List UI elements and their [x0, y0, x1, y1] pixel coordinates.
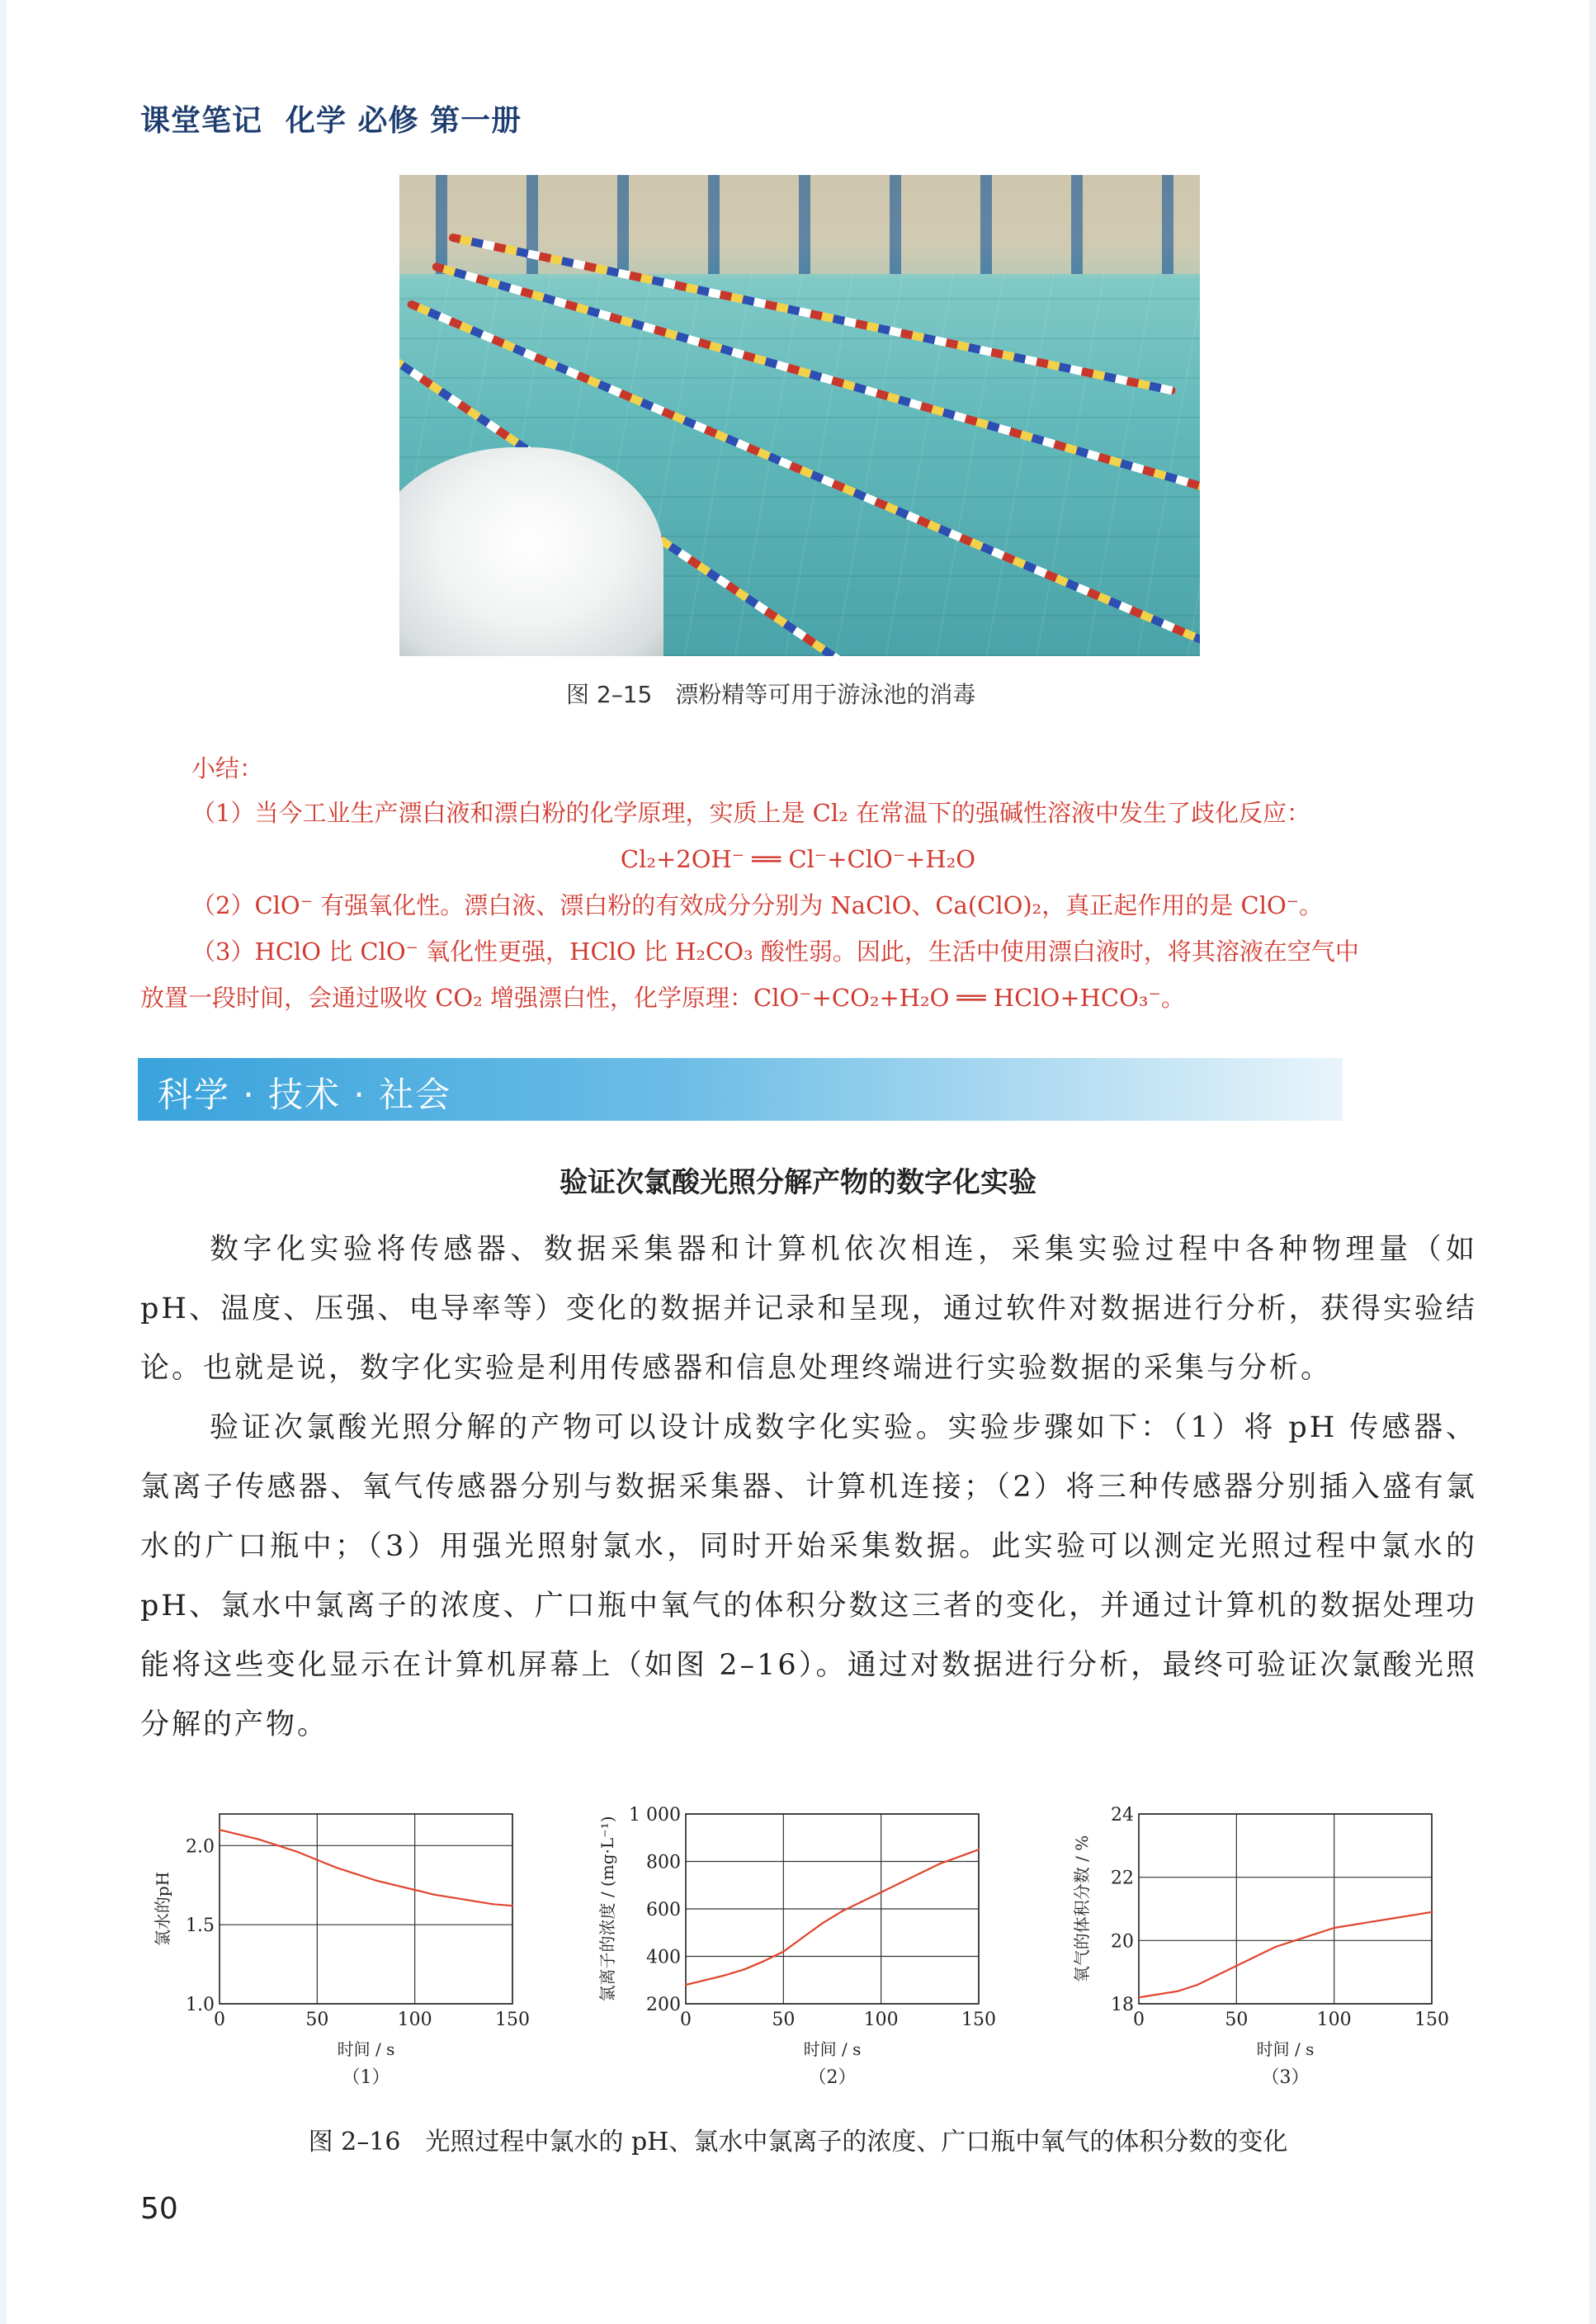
data-point: [802, 1936, 804, 1938]
swimming-pool-photo: [399, 175, 1200, 656]
x-tick-label: 150: [961, 2010, 996, 2030]
x-tick-label: 50: [305, 2010, 329, 2030]
series-line: [220, 1830, 512, 1906]
data-point: [724, 1974, 725, 1976]
y-tick-label: 1 000: [629, 1805, 681, 1826]
x-axis-label: 时间 / s: [337, 2039, 395, 2059]
data-point: [355, 1873, 357, 1875]
data-point: [938, 1863, 940, 1864]
x-tick-label: 0: [214, 2010, 225, 2030]
x-tick-label: 100: [863, 2010, 899, 2030]
y-tick-label: 20: [1111, 1931, 1134, 1953]
data-point: [1216, 1974, 1217, 1976]
data-point: [821, 1922, 823, 1924]
article-paragraph-2: 验证次氯酸光照分解的产物可以设计成数字化实验。实验步骤如下：（1）将 pH 传感器、氯离子传感器、氧气传感器分别与数据采集器、计算机连接；（2）将三种传感器分别插入盛有氯水的广口瓶中；（3）用强光照射氯水，同时开始采集数据。此实验可以测定光照过程中氯水的 pH、氯水中氯离子的浓度、广口瓶中氧气的体积分数这三者的变化，并通过计算机的数据处理功能将这些变化显示在计算机屏幕上（如图 2–16）。通过对数据进行分析，最终可验证次氯酸光照分解的产物。: [140, 1411, 1477, 1741]
data-point: [1235, 1965, 1237, 1967]
data-point: [782, 1951, 784, 1953]
data-point: [704, 1979, 706, 1981]
chart-oxygen: [1065, 1791, 1461, 2088]
data-point: [394, 1884, 396, 1886]
y-tick-label: 600: [646, 1900, 681, 1920]
data-point: [1391, 1917, 1393, 1919]
section-banner-label: 科学 · 技术 · 社会: [158, 1075, 452, 1115]
data-point: [1314, 1933, 1315, 1934]
summary-point-3: （3）HClO 比 ClO⁻ 氧化性更强，HClO 比 H₂CO₃ 酸性弱。因此，生活中使用漂白液时，将其溶液在空气中: [191, 938, 1359, 966]
data-point: [744, 1968, 745, 1970]
data-point: [413, 1889, 415, 1891]
data-point: [433, 1894, 435, 1896]
chart-chloride: [593, 1791, 1005, 2088]
data-point: [277, 1845, 279, 1846]
y-tick-label: 1.5: [186, 1915, 215, 1937]
chart-oxygen-svg: [1065, 1791, 1461, 2088]
data-point: [958, 1856, 960, 1858]
y-axis-label: 氧气的体积分数 / %: [1072, 1835, 1092, 1983]
x-tick-label: 150: [1414, 2010, 1449, 2030]
x-tick-label: 100: [1316, 2010, 1352, 2030]
data-point: [1138, 1996, 1140, 1998]
data-point: [861, 1901, 862, 1902]
header-subject: 化学 必修 第一册: [286, 104, 522, 138]
data-point: [919, 1873, 921, 1874]
y-axis-label: 氯离子的浓度 / (mg·L⁻¹): [597, 1816, 617, 2002]
data-point: [257, 1838, 259, 1840]
plot-frame: [220, 1814, 512, 2004]
summary-point-2: （2）ClO⁻ 有强氧化性。漂白液、漂白粉的有效成分分别为 NaClO、Ca(ClO)₂，真正起作用的是 ClO⁻。: [191, 891, 1324, 919]
x-tick-label: 50: [1225, 2010, 1249, 2030]
series-line: [1139, 1912, 1432, 1998]
data-point: [763, 1960, 764, 1962]
data-point: [492, 1903, 493, 1905]
data-point: [316, 1859, 318, 1860]
data-point: [453, 1897, 455, 1898]
data-point: [1333, 1927, 1334, 1929]
data-point: [1353, 1924, 1354, 1925]
x-axis-label: 时间 / s: [803, 2039, 862, 2059]
figure-caption: 图 2–15 漂粉精等可用于游泳池的消毒: [566, 681, 976, 708]
data-point: [978, 1849, 980, 1850]
data-point: [1255, 1955, 1257, 1957]
x-tick-label: 100: [397, 2010, 432, 2030]
y-tick-label: 22: [1111, 1868, 1134, 1889]
pool-hall-wall: [399, 175, 1200, 274]
article-title: 验证次氯酸光照分解产物的数字化实验: [560, 1166, 1036, 1199]
page-number: 50: [140, 2192, 178, 2226]
x-tick-label: 150: [495, 2010, 530, 2030]
section-banner: [138, 1058, 1343, 1121]
y-tick-label: 800: [646, 1852, 681, 1873]
figure-2-caption: 图 2–16 光照过程中氯水的 pH、氯水中氯离子的浓度、广口瓶中氧气的体积分数的变化: [308, 2128, 1288, 2156]
x-axis-label: 时间 / s: [1256, 2039, 1315, 2059]
summary-point-3-cont: 放置一段时间，会通过吸收 CO₂ 增强漂白性，化学原理：ClO⁻+CO₂+H₂O ══ HClO+HCO₃⁻。: [140, 984, 1185, 1012]
y-tick-label: 2.0: [186, 1836, 215, 1858]
summary-title: 小结：: [191, 754, 264, 782]
summary-point-1: （1）当今工业生产漂白液和漂白粉的化学原理，实质上是 Cl₂ 在常温下的强碱性溶液中发生了歧化反应：: [191, 799, 1310, 827]
chart-ph: [139, 1791, 535, 2088]
data-point: [1372, 1920, 1374, 1922]
chart-sublabel: （1）: [342, 2067, 390, 2088]
bleaching-powder: [399, 447, 663, 656]
data-point: [880, 1892, 881, 1893]
y-axis-label: 氯水的pH: [153, 1871, 172, 1947]
data-point: [1294, 1939, 1296, 1941]
data-point: [1177, 1990, 1178, 1991]
y-tick-label: 1.0: [186, 1995, 215, 2015]
y-tick-label: 18: [1111, 1995, 1134, 2015]
running-header: [140, 97, 545, 139]
chart-sublabel: （2）: [808, 2067, 857, 2088]
summary-equation-1: Cl₂+2OH⁻ ══ Cl⁻+ClO⁻+H₂O: [620, 845, 976, 873]
x-tick-label: 0: [680, 2010, 692, 2030]
x-tick-label: 50: [772, 2010, 796, 2030]
chart-chloride-svg: [593, 1791, 1005, 2088]
data-point: [336, 1867, 338, 1868]
data-point: [472, 1900, 474, 1901]
y-tick-label: 400: [646, 1947, 681, 1968]
data-point: [1411, 1914, 1413, 1915]
y-tick-label: 24: [1111, 1805, 1134, 1826]
data-point: [900, 1882, 901, 1883]
plot-frame: [1139, 1814, 1432, 2004]
data-point: [375, 1879, 376, 1881]
chart-ph-svg: [139, 1791, 535, 2088]
header-series: 课堂笔记: [140, 104, 263, 138]
data-point: [219, 1829, 220, 1830]
data-point: [1157, 1993, 1159, 1995]
data-point: [1431, 1911, 1433, 1913]
chart-sublabel: （3）: [1261, 2067, 1310, 2088]
data-point: [685, 1984, 687, 1986]
article-paragraph-1: 数字化实验将传感器、数据采集器和计算机依次相连，采集实验过程中各种物理量（如 pH、温度、压强、电导率等）变化的数据并记录和呈现，通过软件对数据进行分析，获得实验结论。也就是说，数字化实验是利用传感器和信息处理终端进行实验数据的采集与分析。: [140, 1233, 1477, 1385]
series-line: [686, 1849, 979, 1985]
data-point: [1274, 1946, 1276, 1948]
data-point: [1197, 1984, 1198, 1986]
data-point: [238, 1834, 239, 1835]
x-tick-label: 0: [1133, 2010, 1145, 2030]
y-tick-label: 200: [646, 1995, 681, 2015]
article-body: [140, 1220, 1477, 1755]
data-point: [841, 1911, 843, 1912]
data-point: [512, 1905, 513, 1906]
data-point: [296, 1851, 298, 1853]
